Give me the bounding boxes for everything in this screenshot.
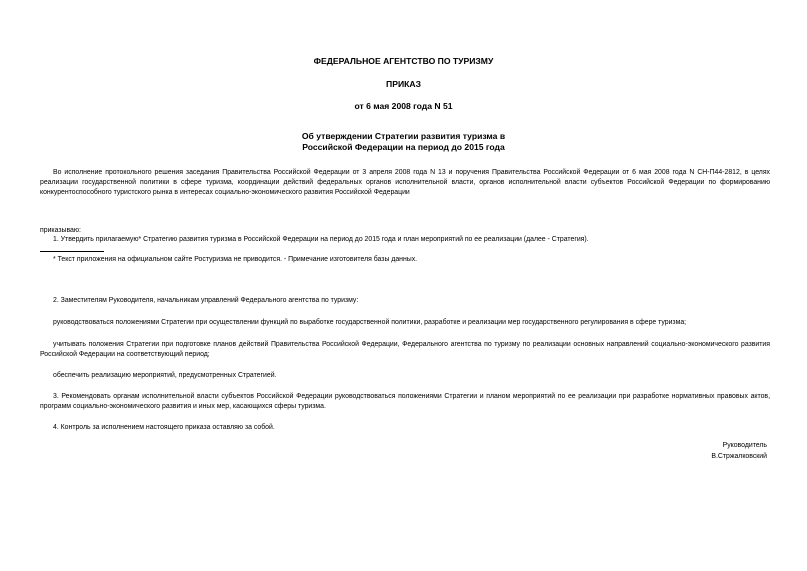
title-line-2: Российской Федерации на период до 2015 года (302, 142, 505, 152)
signer-title: Руководитель (722, 442, 767, 449)
item-4: 4. Контроль за исполнением настоящего приказа оставляю за собой. (53, 424, 275, 431)
agency-heading: ФЕДЕРАЛЬНОЕ АГЕНТСТВО ПО ТУРИЗМУ (313, 56, 494, 66)
document-title (0, 131, 807, 153)
signer-name: В.Стржалковский (711, 452, 767, 460)
footnote-divider (40, 251, 104, 252)
item-3: 3. Рекомендовать органам исполнительной власти субъектов Российской Федерации руководствоваться положениями Стратегии и планом мероприятий по ее реализации при разработке нормативных правовых актов, программ социально-экономического развития и иных мер, касающихся сферы туризма. (40, 393, 770, 410)
footnote: * Текст приложения на официальном сайте Ростуризма не приводится. - Примечание изготовителя базы данных. (53, 256, 418, 263)
document-date: от 6 мая 2008 года N 51 (354, 101, 453, 111)
item-2a: руководствоваться положениями Стратегии при осуществлении функций по выработке государственной политики, разработке и реализации мер государственного регулирования в сфере туризма; (53, 319, 687, 326)
item-1: 1. Утвердить прилагаемую* Стратегию развития туризма в Российской Федерации на период до 2015 года и план мероприятий по ее реализации (далее - Стратегия). (53, 236, 589, 243)
signature-block (711, 441, 767, 462)
document-type: ПРИКАЗ (386, 79, 421, 89)
item-2c: обеспечить реализацию мероприятий, предусмотренных Стратегией. (53, 372, 277, 379)
title-line-1: Об утверждении Стратегии развития туризма в (301, 131, 506, 141)
order-word: приказываю: (40, 227, 81, 234)
preamble-paragraph: Во исполнение протокольного решения заседания Правительства Российской Федерации от 3 апреля 2008 года N 13 и поручения Правительства Российской Федерации от 6 мая 2008 года N СН-П44-2812, в целях реализации государственной политики в сфере туризма, координации действий федеральных органов исполнительной власти, органов исполнительной власти субъектов Российской Федерации по формированию конкурентоспособного туристского рынка в интересах социально-экономического развития Российской Федерации (40, 169, 770, 196)
item-2: 2. Заместителям Руководителя, начальникам управлений Федерального агентства по туризму: (53, 297, 359, 304)
item-2b: учитывать положения Стратегии при подготовке планов действий Правительства Российской Федерации, Федерального агентства по туризму по реализации основных направлений социально-экономического развития Российской Федерации на соответствующий период; (40, 341, 770, 358)
